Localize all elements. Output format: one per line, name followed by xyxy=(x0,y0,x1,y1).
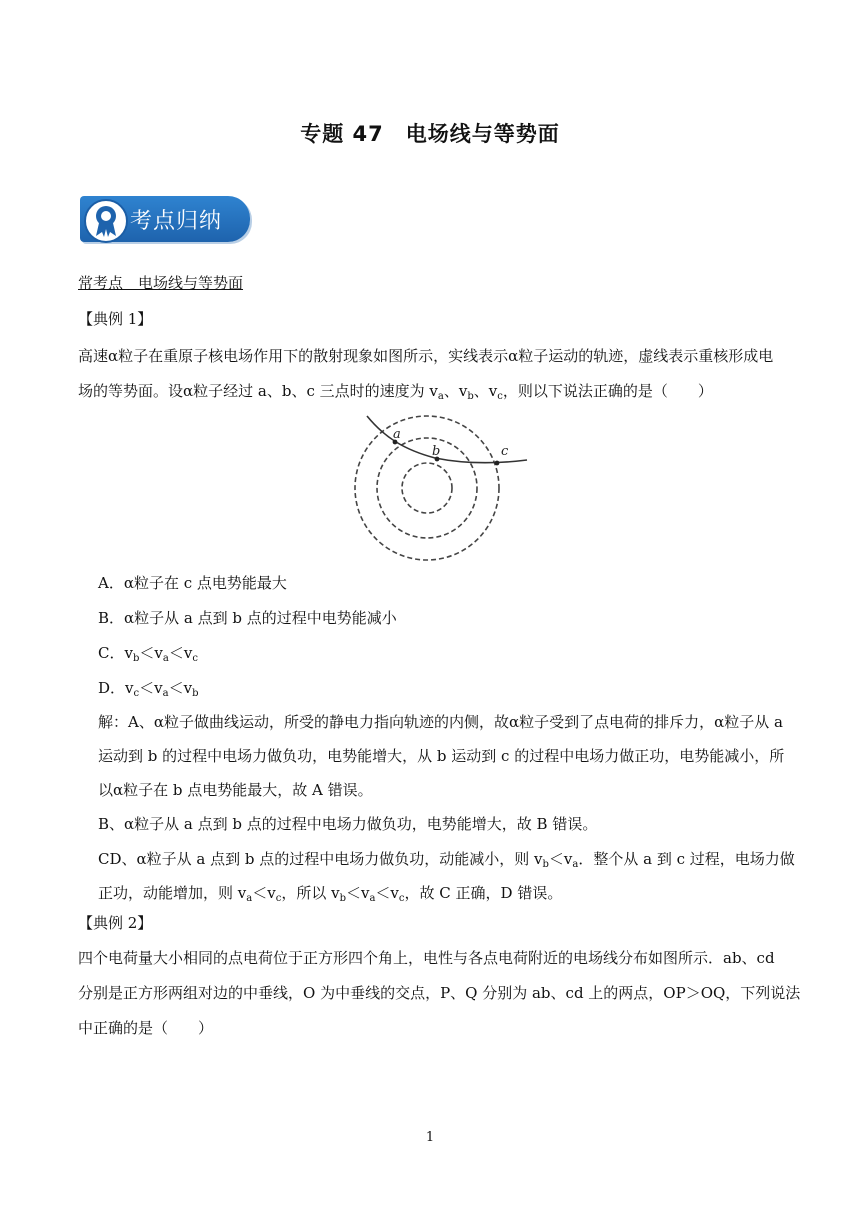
label-b: b xyxy=(432,444,441,459)
solution-line: B、α粒子从 a 点到 b 点的过程中电场力做负功，电势能增大，故 B 错误。 xyxy=(98,815,598,833)
label-c: c xyxy=(501,444,509,459)
example1-question-line: 场的等势面。设α粒子经过 a、b、c 三点时的速度为 $v_a$、$v_b$、$v_c$，则以下说法正确的是（ ） xyxy=(78,382,713,402)
solution-line: 正功，动能增加，则 $v_a<v_c$，所以 $v_b<v_a<v_c$，故 C 正确，D 错误。 xyxy=(98,884,563,904)
example2-question-line: 中正确的是（ ） xyxy=(78,1019,214,1037)
solution-line: CD、α粒子从 a 点到 b 点的过程中电场力做负功，动能减小，则 $v_b<v_a$．整个从 a 到 c 过程，电场力做 xyxy=(98,850,795,870)
scattering-figure xyxy=(345,412,535,562)
equipotential-inner xyxy=(402,463,452,513)
solution-line: 以α粒子在 b 点电势能最大，故 A 错误。 xyxy=(98,781,373,799)
example1-label: 【典例 1】 xyxy=(78,310,153,328)
section-banner xyxy=(80,196,250,242)
example2-label: 【典例 2】 xyxy=(78,914,153,932)
page-title: 专题 47 电场线与等势面 xyxy=(300,122,560,146)
option-a: A．α粒子在 c 点电势能最大 xyxy=(98,574,287,592)
section-heading: 常考点 电场线与等势面 xyxy=(78,274,244,292)
point-c xyxy=(495,461,500,466)
solution-line: 运动到 b 的过程中电场力做负功，电势能增大，从 b 运动到 c 的过程中电场力做正功，电势能减小，所 xyxy=(98,747,785,765)
banner-label: 考点归纳 xyxy=(130,209,223,234)
solution-line: 解：A、α粒子做曲线运动，所受的静电力指向轨迹的内侧，故α粒子受到了点电荷的排斥力，α粒子从 a xyxy=(98,713,783,731)
example1-question-line: 高速α粒子在重原子核电场作用下的散射现象如图所示，实线表示α粒子运动的轨迹，虚线表示重核形成电 xyxy=(78,347,774,365)
example2-question-line: 四个电荷量大小相同的点电荷位于正方形四个角上，电性与各点电荷附近的电场线分布如图所示．ab、cd xyxy=(78,949,775,967)
medal-icon xyxy=(84,199,128,243)
option-b: B．α粒子从 a 点到 b 点的过程中电势能减小 xyxy=(98,609,397,627)
page-number: 1 xyxy=(425,1130,435,1145)
option-c: C．$v_b<v_a<v_c$ xyxy=(98,644,198,664)
equipotential-middle xyxy=(377,438,477,538)
label-a: a xyxy=(393,427,401,442)
option-d: D．$v_c<v_a<v_b$ xyxy=(98,679,199,699)
example2-question-line: 分别是正方形两组对边的中垂线，O 为中垂线的交点，P、Q 分别为 ab、cd 上的两点，OP＞OQ，下列说法 xyxy=(78,984,801,1002)
